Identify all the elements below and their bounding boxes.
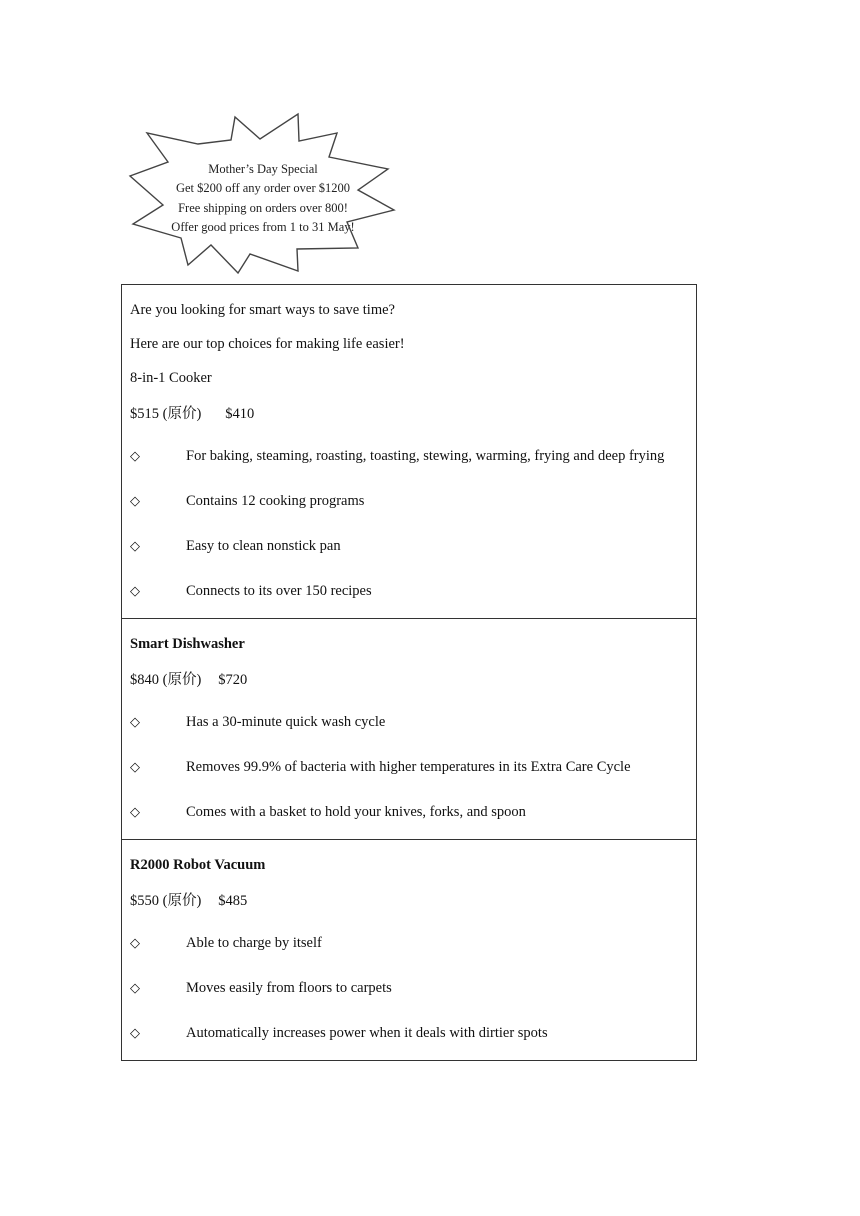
product-row — [122, 840, 697, 1061]
diamond-bullet-icon: ◇ — [130, 715, 140, 730]
diamond-bullet-icon: ◇ — [130, 981, 140, 996]
price-line — [130, 395, 688, 434]
product-name: 8-in-1 Cooker — [130, 370, 212, 386]
promo-title: Mother’s Day Special — [208, 162, 318, 176]
product-table — [121, 284, 697, 1061]
price-line — [130, 882, 688, 921]
diamond-bullet-icon: ◇ — [130, 494, 140, 509]
feature-item: ◇ Has a 30-minute quick wash cycle — [130, 700, 688, 745]
feature-item: ◇ Contains 12 cooking programs — [130, 479, 688, 524]
product-name: Smart Dishwasher — [130, 636, 245, 652]
diamond-bullet-icon: ◇ — [130, 760, 140, 775]
feature-item: ◇ Easy to clean nonstick pan — [130, 524, 688, 569]
new-price: $485 — [218, 893, 248, 909]
product-cell-vacuum — [122, 840, 697, 1061]
diamond-bullet-icon: ◇ — [130, 539, 140, 554]
promo-line: Get $200 off any order over $1200 — [175, 181, 351, 196]
promo-starburst — [128, 112, 398, 276]
feature-item: ◇ Connects to its over 150 recipes — [130, 569, 688, 614]
feature-item: ◇ For baking, steaming, roasting, toasting, stewing, warming, frying and deep frying — [130, 434, 688, 479]
new-price: $410 — [225, 406, 255, 422]
promo-line: Free shipping on orders over 800! — [178, 200, 348, 215]
product-cell-cooker — [122, 285, 697, 619]
product-row — [122, 285, 697, 619]
diamond-bullet-icon: ◇ — [130, 936, 140, 951]
product-row — [122, 619, 697, 840]
diamond-bullet-icon: ◇ — [130, 805, 140, 820]
product-cell-dishwasher — [122, 619, 697, 840]
feature-item: ◇ Removes 99.9% of bacteria with higher temperatures in its Extra Care Cycle — [130, 745, 688, 790]
diamond-bullet-icon: ◇ — [130, 584, 140, 599]
feature-item: ◇ Automatically increases power when it deals with dirtier spots — [130, 1011, 688, 1056]
old-price: $840 (原价) — [130, 672, 202, 688]
feature-item: ◇ Comes with a basket to hold your knives, forks, and spoon — [130, 790, 688, 835]
promo-text — [158, 160, 368, 237]
price-line — [130, 661, 688, 700]
old-price: $550 (原价) — [130, 893, 202, 909]
new-price: $720 — [218, 672, 248, 688]
intro-line: Are you looking for smart ways to save time? — [130, 302, 395, 318]
promo-line: Offer good prices from 1 to 31 May! — [171, 219, 355, 234]
old-price: $515 (原价) — [130, 406, 202, 422]
intro-line: Here are our top choices for making life easier! — [130, 336, 405, 352]
diamond-bullet-icon: ◇ — [130, 449, 140, 464]
feature-item: ◇ Able to charge by itself — [130, 921, 688, 966]
product-name: R2000 Robot Vacuum — [130, 857, 266, 873]
feature-item: ◇ Moves easily from floors to carpets — [130, 966, 688, 1011]
diamond-bullet-icon: ◇ — [130, 1026, 140, 1041]
